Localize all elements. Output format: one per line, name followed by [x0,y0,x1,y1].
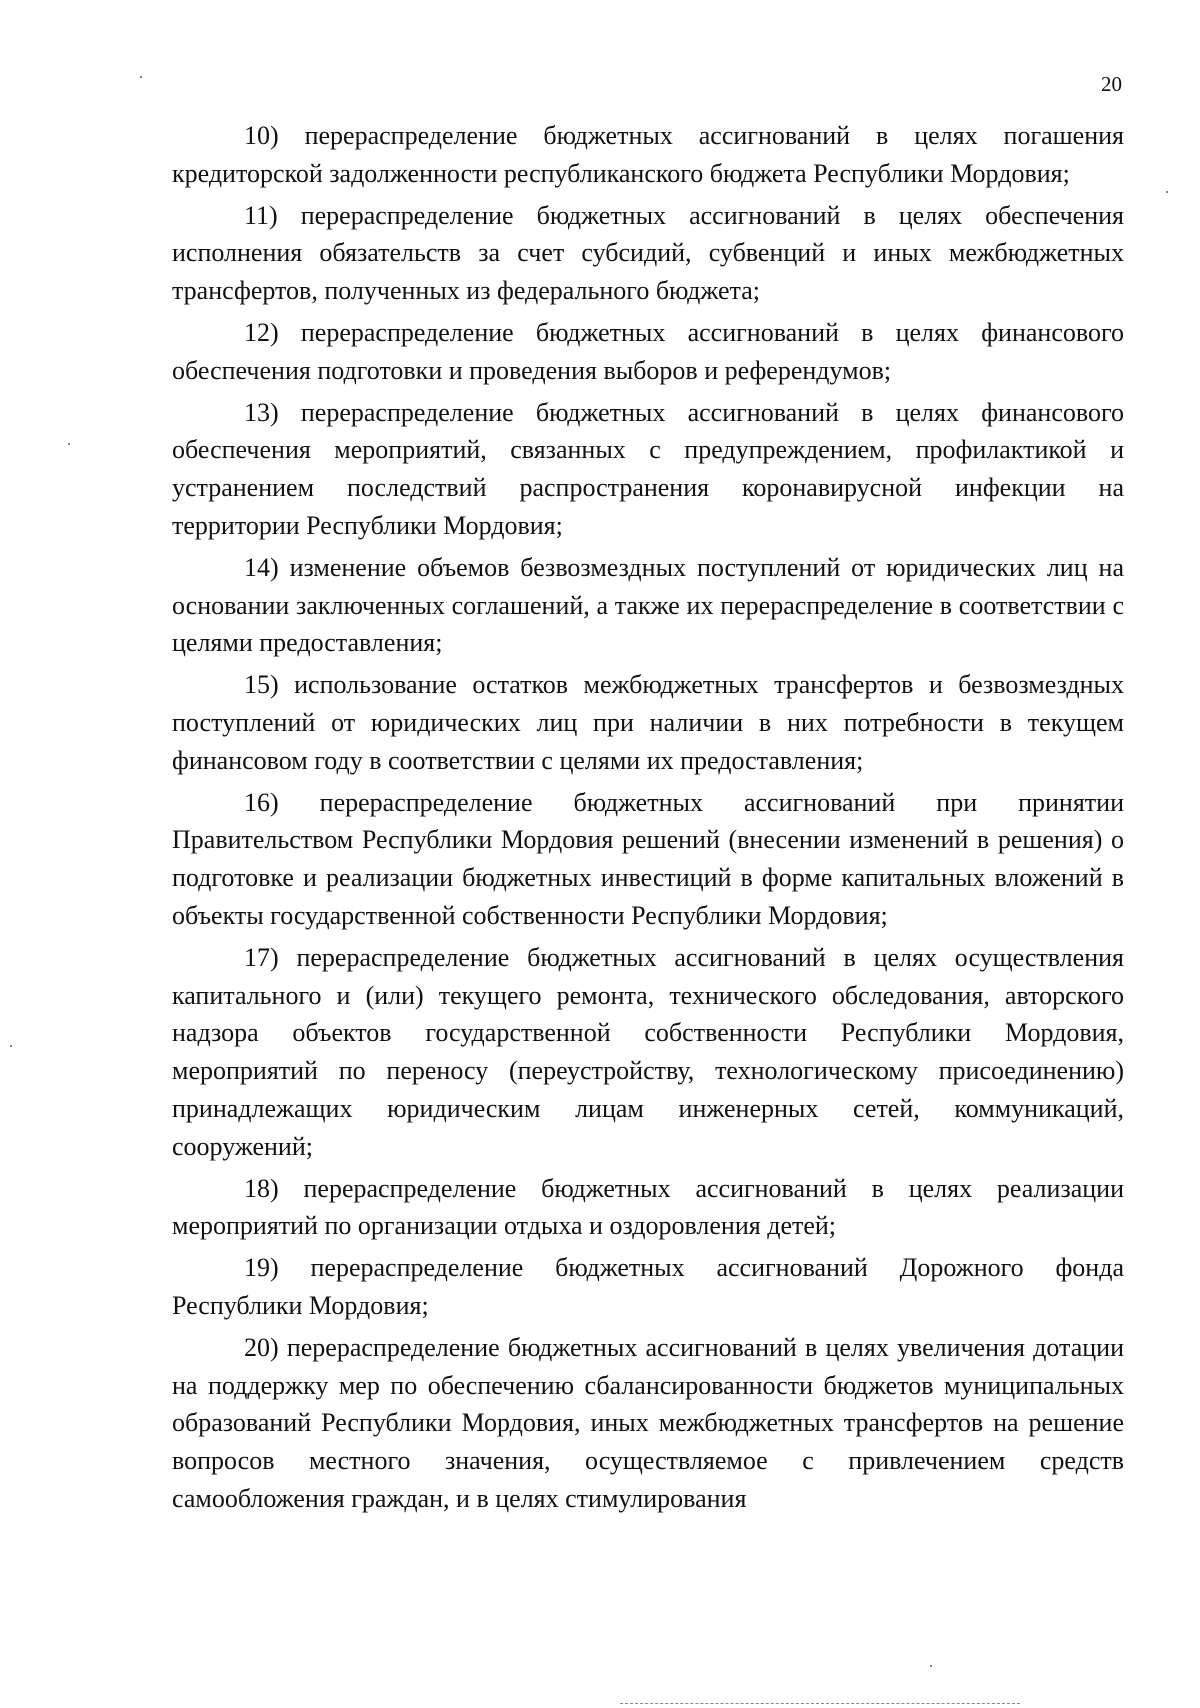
list-item-19: 19) перераспределение бюджетных ассигнований Дорожного фонда Республики Мордовия; [172,1253,1124,1320]
list-item-16: 16) перераспределение бюджетных ассигнований при принятии Правительством Республики Мордовия решений (внесении изменений в решения) о подготовке и реализации бюджетных инвестиций в форме капитальных вложений в объекты государственной собственности Республики Мордовия; [172,787,1124,930]
list-item-17: 17) перераспределение бюджетных ассигнований в целях осуществления капитального и (или) текущего ремонта, технического обследования, авторского надзора объектов государственной собственности Республики Мордовия, мероприятий по переносу (переустройству, технологическому присоединению) принадлежащих юридическим лицам инженерных сетей, коммуникаций, сооружений; [172,942,1124,1161]
scan-speck [140,76,142,78]
list-item-11: 11) перераспределение бюджетных ассигнований в целях обеспечения исполнения обязательств за счет субсидий, субвенций и иных межбюджетных трансфертов, полученных из федерального бюджета; [172,200,1124,306]
scan-speck [1166,191,1168,193]
scan-speck [10,1045,12,1047]
document-body [172,117,1124,1518]
scan-edge-line [620,1703,1020,1704]
list-item-20: 20) перераспределение бюджетных ассигнований в целях увеличения дотации на поддержку мер по обеспечению сбалансированности бюджетов муниципальных образований Республики Мордовия, иных межбюджетных трансфертов на решение вопросов местного значения, осуществляемое с привлечением средств самообложения граждан, и в целях стимулирования [172,1332,1124,1513]
list-item-18: 18) перераспределение бюджетных ассигнований в целях реализации мероприятий по организации отдыха и оздоровления детей; [172,1173,1124,1241]
list-item-12: 12) перераспределение бюджетных ассигнований в целях финансового обеспечения подготовки и проведения выборов и референдумов; [172,317,1124,385]
list-item-14: 14) изменение объемов безвозмездных поступлений от юридических лиц на основании заключенных соглашений, а также их перераспределение в соответствии с целями предоставления; [172,552,1124,658]
scan-speck [930,1665,932,1667]
scan-speck [68,443,70,445]
page-number: 20 [1101,72,1122,96]
list-item-10: 10) перераспределение бюджетных ассигнований в целях погашения кредиторской задолженности республиканского бюджета Республики Мордовия; [172,121,1124,188]
list-item-15: 15) использование остатков межбюджетных трансфертов и безвозмездных поступлений от юридических лиц при наличии в них потребности в текущем финансовом году в соответствии с целями их предоставления; [172,670,1124,775]
list-item-13: 13) перераспределение бюджетных ассигнований в целях финансового обеспечения мероприятий, связанных с предупреждением, профилактикой и устранением последствий распространения коронавирусной инфекции на территории Республики Мордовия; [172,397,1124,540]
